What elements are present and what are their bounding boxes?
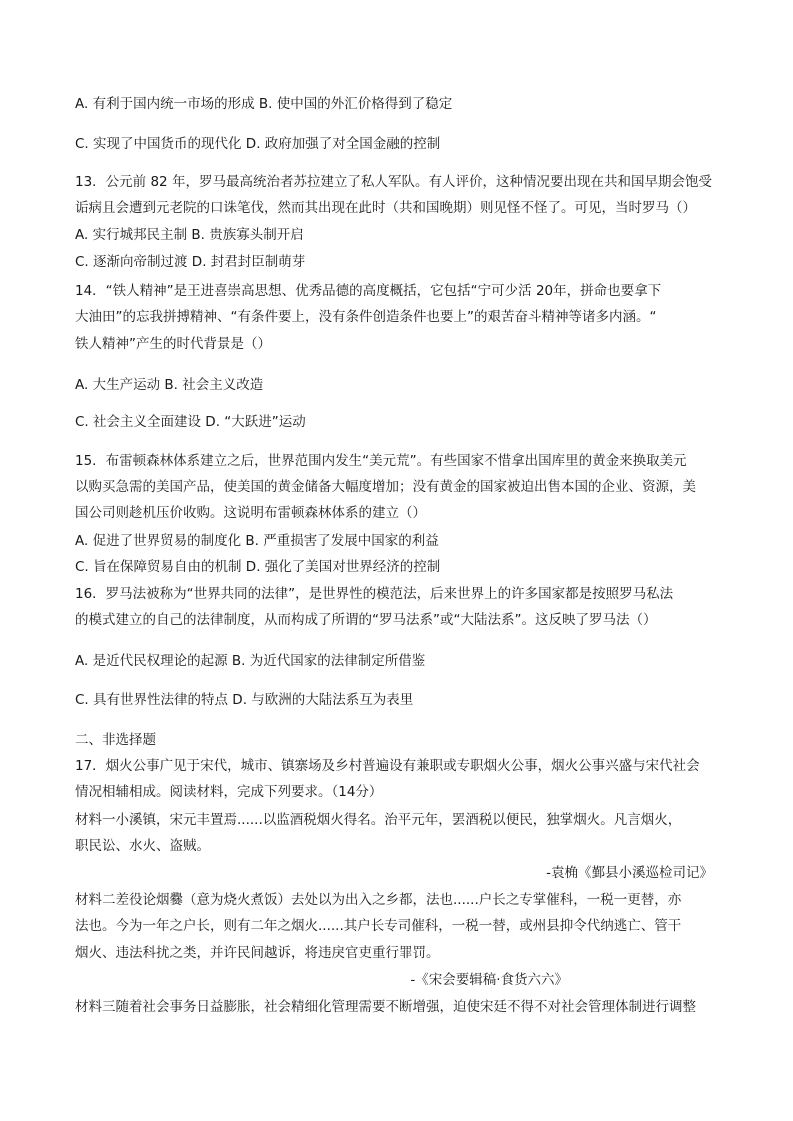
q17-stem-line-1: 17．烟火公事广见于宋代，城市、镇寨场及乡村普遍设有兼职或专职烟火公事，烟火公事兴盛与宋代社会 — [75, 758, 700, 774]
q13-stem-line-2: 诟病且会遭到元老院的口诛笔伐，然而其出现在此时（共和国晚期）则见怪不怪了。可见，当时罗马（） — [75, 200, 696, 216]
q13-options-cd: C. 逐渐向帝制过渡 D. 封君封臣制萌芽 — [75, 254, 306, 270]
q14-options-cd: C. 社会主义全面建设 D. “大跃进”运动 — [75, 414, 306, 430]
q13-stem-line-1: 13．公元前 82 年，罗马最高统治者苏拉建立了私人军队。有人评价，这种情况要出现在共和国早期会饱受 — [75, 174, 712, 190]
q14-stem-line-2: 大油田”的忘我拼搏精神、“有条件要上，没有条件创造条件也要上”的艰苦奋斗精神等诸多内涵。“ — [75, 309, 657, 325]
q11-options-ab: A. 有利于国内统一市场的形成 B. 使中国的外汇价格得到了稳定 — [75, 96, 453, 112]
q11-options-cd: C. 实现了中国货币的现代化 D. 政府加强了对全国金融的控制 — [75, 136, 441, 152]
q15-stem-line-3: 国公司则趁机压价收购。这说明布雷顿森林体系的建立（） — [75, 505, 426, 521]
q13-options-ab: A. 实行城邦民主制 B. 贵族寡头制开启 — [75, 227, 304, 243]
q14-stem-line-1: 14．“铁人精神”是王进喜崇高思想、优秀品德的高度概括，它包括“宁可少活 20年，拼命也要拿下 — [75, 283, 662, 299]
q17-material-1-line-2: 职民讼、水火、盗贼。 — [75, 838, 210, 854]
q16-stem-line-2: 的模式建立的自己的法律制度，从而构成了所谓的“罗马法系”或“大陆法系”。这反映了罗马法（） — [75, 612, 657, 628]
q17-material-2-line-1: 材料二差役论烟爨（意为烧火煮饭）去处以为出入之乡都，法也......户长之专掌催科，一税一更替，亦 — [75, 892, 682, 908]
section-heading-non-choice: 二、非选择题 — [75, 732, 156, 748]
q16-options-ab: A. 是近代民权理论的起源 B. 为近代国家的法律制定所借鉴 — [75, 653, 426, 669]
q15-options-ab: A. 促进了世界贸易的制度化 B. 严重损害了发展中国家的利益 — [75, 533, 439, 549]
q15-options-cd: C. 旨在保障贸易自由的机制 D. 强化了美国对世界经济的控制 — [75, 559, 441, 575]
q14-stem-line-3: 铁人精神”产生的时代背景是（） — [75, 336, 271, 352]
q17-material-2-line-2: 法也。今为一年之户长，则有二年之烟火......其户长专司催科，一税一替，或州县抑令代纳逃亡、管干 — [75, 918, 682, 934]
q17-stem-line-2: 情况相辅相成。阅读材料，完成下列要求。（14分） — [75, 784, 383, 800]
q16-options-cd: C. 具有世界性法律的特点 D. 与欧洲的大陆法系互为表里 — [75, 692, 414, 708]
q17-material-1-source: -袁桷《鄞县小溪巡检司记》 — [546, 865, 713, 881]
q15-stem-line-2: 以购买急需的美国产品，使美国的黄金储备大幅度增加；没有黄金的国家被迫出售本国的企业、资源，美 — [75, 479, 696, 495]
q17-material-1-line-1: 材料一小溪镇，宋元丰置焉......以监酒税烟火得名。治平元年，罢酒税以便民，独掌烟火。凡言烟火， — [75, 812, 682, 828]
q16-stem-line-1: 16．罗马法被称为“世界共同的法律”，是世界性的模范法，后来世界上的许多国家都是按照罗马私法 — [75, 586, 674, 602]
q17-material-2-line-3: 烟火、违法科扰之类，并许民间越诉，将违戾官吏重行罪罚。 — [75, 945, 440, 961]
q15-stem-line-1: 15．布雷顿森林体系建立之后，世界范围内发生“美元荒”。有些国家不惜拿出国库里的黄金来换取美元 — [75, 453, 687, 469]
q14-options-ab: A. 大生产运动 B. 社会主义改造 — [75, 377, 264, 393]
q17-material-2-source: -《宋会要辑稿·食货六六》 — [410, 972, 568, 988]
q17-material-3-line-1: 材料三随着社会事务日益膨胀，社会精细化管理需要不断增强，迫使宋廷不得不对社会管理体制进行调整 — [75, 999, 696, 1015]
